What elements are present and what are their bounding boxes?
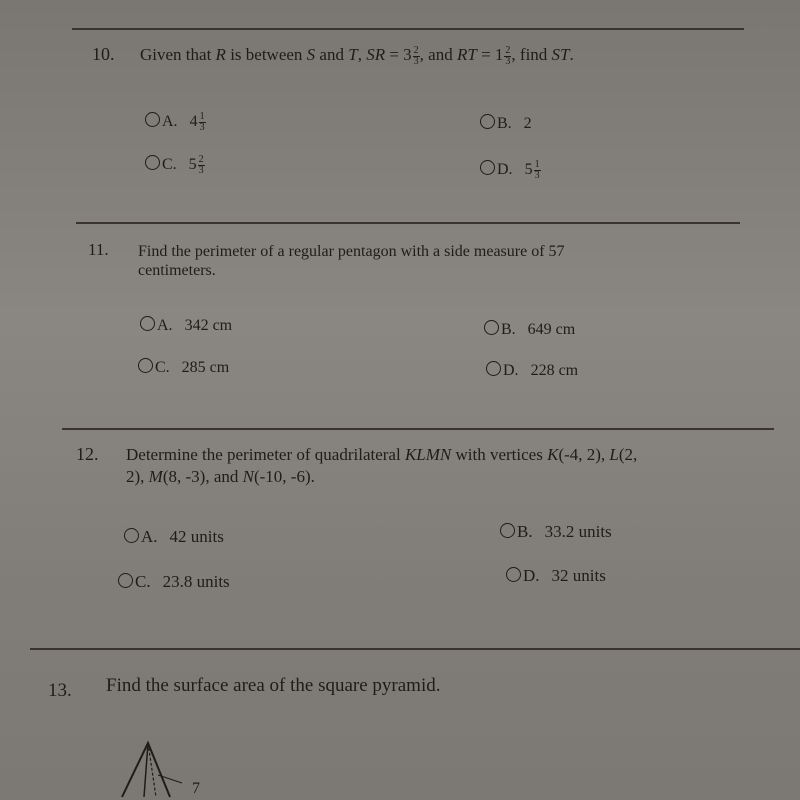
q12-text: Determine the perimeter of quadrilateral KLMN with vertices K(-4, 2), L(2, 2), M(8, -3), and N(-10, -6).: [126, 445, 638, 486]
radio-icon[interactable]: [480, 114, 495, 129]
radio-icon[interactable]: [486, 361, 501, 376]
q12-option-a[interactable]: A. 42 units: [124, 527, 224, 547]
radio-icon[interactable]: [480, 160, 495, 175]
q11-option-c[interactable]: C. 285 cm: [138, 358, 229, 377]
q10-option-d[interactable]: D. 5 $\frac{1}{3}$: [480, 160, 541, 181]
q11-text: Find the perimeter of a regular pentagon with a side measure of 57 centimeters.: [138, 243, 565, 279]
q12-option-d[interactable]: D. 32 units: [506, 566, 606, 586]
q11-option-b[interactable]: B. 649 cm: [484, 320, 575, 339]
radio-icon[interactable]: [140, 316, 155, 331]
divider-q11: [76, 222, 740, 224]
radio-icon[interactable]: [138, 358, 153, 373]
divider-q12: [62, 428, 774, 430]
q10-option-c[interactable]: C. 5 $\frac{2}{3}$: [145, 155, 205, 176]
q10-option-a[interactable]: A. 4 $\frac{1}{3}$: [145, 112, 206, 133]
divider-q13: [30, 648, 800, 650]
q11-option-d[interactable]: D. 228 cm: [486, 361, 578, 380]
divider-top: [72, 28, 744, 30]
pyramid-slant-label: 7: [192, 780, 200, 797]
radio-icon[interactable]: [124, 528, 139, 543]
radio-icon[interactable]: [145, 155, 160, 170]
q13-text: Find the surface area of the square pyramid.: [106, 675, 441, 696]
square-pyramid-figure: [110, 735, 230, 800]
q13-number: 13.: [48, 680, 72, 701]
q12-option-c[interactable]: C. 23.8 units: [118, 572, 230, 592]
radio-icon[interactable]: [500, 523, 515, 538]
q12-number: 12.: [76, 444, 99, 464]
q12-option-b[interactable]: B. 33.2 units: [500, 522, 612, 542]
q11-number: 11.: [88, 240, 109, 259]
q11-option-a[interactable]: A. 342 cm: [140, 316, 232, 335]
radio-icon[interactable]: [484, 320, 499, 335]
radio-icon[interactable]: [145, 112, 160, 127]
q10-number: 10.: [92, 44, 115, 64]
radio-icon[interactable]: [506, 567, 521, 582]
q10-text: Given that R is between S and T, SR = 3 $\frac{2}{3}$ , and RT = 1 $\frac{2}{3}$ , find ST.: [140, 44, 574, 67]
q10-option-b[interactable]: B. 2: [480, 114, 532, 133]
radio-icon[interactable]: [118, 573, 133, 588]
